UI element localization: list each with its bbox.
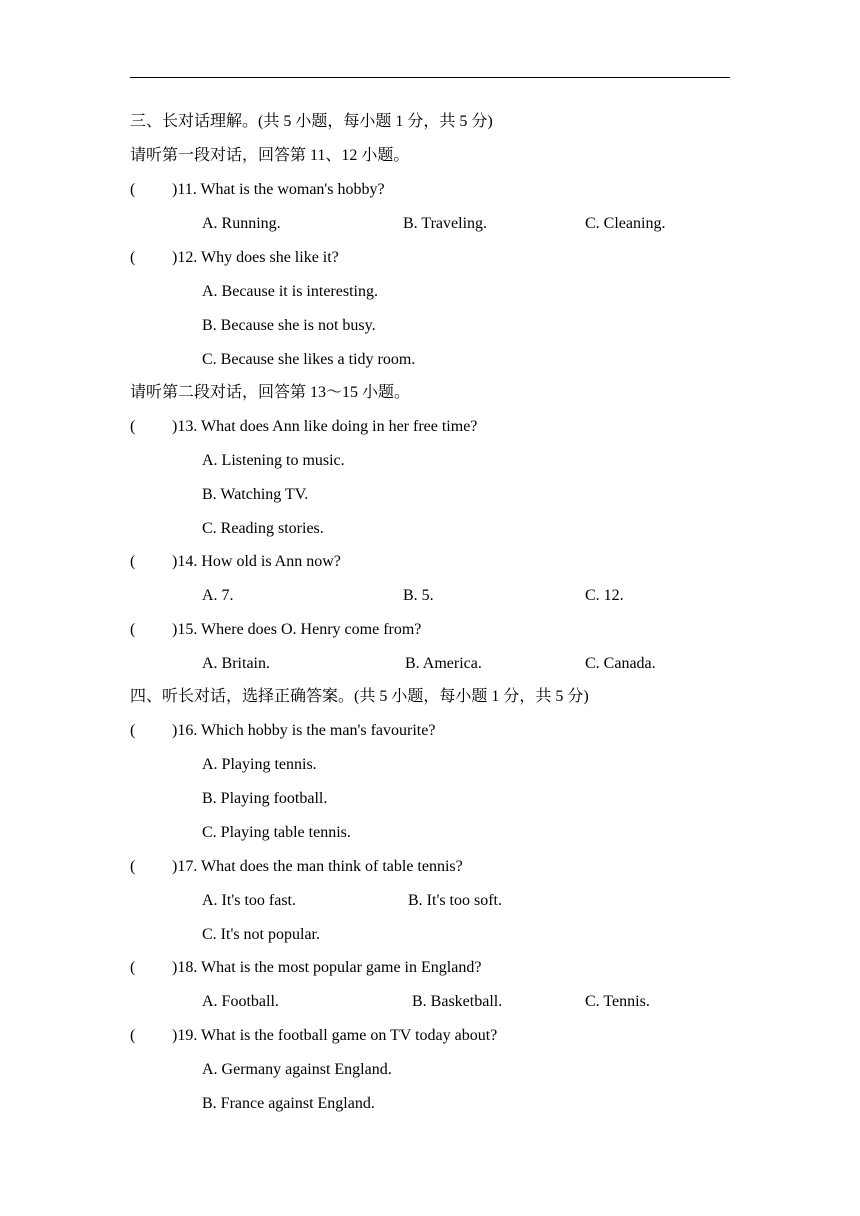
option-c: C. Canada. bbox=[585, 655, 656, 672]
question-13 bbox=[130, 417, 477, 437]
option-b: B. 5. bbox=[403, 587, 434, 604]
section-3-heading: 三、长对话理解。(共 5 小题，每小题 1 分，共 5 分) bbox=[130, 113, 493, 130]
question-text: )15. Where does O. Henry come from? bbox=[172, 621, 422, 638]
question-17 bbox=[130, 857, 463, 877]
option-a: A. Playing tennis. bbox=[202, 756, 317, 773]
option-c: C. Because she likes a tidy room. bbox=[202, 351, 416, 368]
option-a: A. Because it is interesting. bbox=[202, 283, 378, 300]
dialogue-2-intro: 请听第二段对话，回答第 13～15 小题。 bbox=[130, 384, 411, 401]
question-18 bbox=[130, 958, 481, 978]
question-text: )19. What is the football game on TV today about? bbox=[172, 1027, 498, 1044]
dialogue-1-intro: 请听第一段对话，回答第 11、12 小题。 bbox=[130, 147, 410, 164]
section-4-heading: 四、听长对话，选择正确答案。(共 5 小题，每小题 1 分，共 5 分) bbox=[130, 688, 589, 705]
answer-blank[interactable]: ( bbox=[130, 621, 136, 638]
option-c: C. Playing table tennis. bbox=[202, 824, 351, 841]
question-text: )11. What is the woman's hobby? bbox=[172, 181, 385, 198]
option-a: A. Listening to music. bbox=[202, 452, 345, 469]
answer-blank[interactable]: ( bbox=[130, 418, 136, 435]
answer-blank[interactable]: ( bbox=[130, 249, 136, 266]
option-b: B. America. bbox=[405, 655, 482, 672]
question-text: )16. Which hobby is the man's favourite? bbox=[172, 722, 436, 739]
option-a: A. Britain. bbox=[202, 655, 270, 672]
option-c: C. Cleaning. bbox=[585, 215, 666, 232]
option-b: B. France against England. bbox=[202, 1095, 375, 1112]
answer-blank[interactable]: ( bbox=[130, 1027, 136, 1044]
question-15 bbox=[130, 620, 421, 640]
option-b: B. Watching TV. bbox=[202, 486, 309, 503]
option-c: C. 12. bbox=[585, 587, 624, 604]
question-text: )12. Why does she like it? bbox=[172, 249, 339, 266]
question-text: )17. What does the man think of table tennis? bbox=[172, 858, 463, 875]
option-c: C. Reading stories. bbox=[202, 520, 324, 537]
question-16 bbox=[130, 721, 435, 741]
option-a: A. It's too fast. bbox=[202, 892, 296, 909]
option-a: A. 7. bbox=[202, 587, 234, 604]
option-b: B. Basketball. bbox=[412, 993, 503, 1010]
question-12 bbox=[130, 248, 339, 268]
answer-blank[interactable]: ( bbox=[130, 181, 136, 198]
option-a: A. Running. bbox=[202, 215, 281, 232]
question-19 bbox=[130, 1026, 497, 1046]
answer-blank[interactable]: ( bbox=[130, 959, 136, 976]
question-14 bbox=[130, 552, 341, 572]
question-text: )14. How old is Ann now? bbox=[172, 553, 341, 570]
option-c: C. It's not popular. bbox=[202, 926, 320, 943]
answer-blank[interactable]: ( bbox=[130, 858, 136, 875]
answer-blank[interactable]: ( bbox=[130, 553, 136, 570]
question-text: )18. What is the most popular game in England? bbox=[172, 959, 482, 976]
question-11 bbox=[130, 180, 385, 200]
option-a: A. Football. bbox=[202, 993, 279, 1010]
option-c: C. Tennis. bbox=[585, 993, 650, 1010]
question-text: )13. What does Ann like doing in her free time? bbox=[172, 418, 478, 435]
header-rule bbox=[130, 77, 730, 78]
option-b: B. Playing football. bbox=[202, 790, 328, 807]
option-b: B. Traveling. bbox=[403, 215, 488, 232]
option-b: B. Because she is not busy. bbox=[202, 317, 376, 334]
answer-blank[interactable]: ( bbox=[130, 722, 136, 739]
option-b: B. It's too soft. bbox=[408, 892, 502, 909]
option-a: A. Germany against England. bbox=[202, 1061, 392, 1078]
